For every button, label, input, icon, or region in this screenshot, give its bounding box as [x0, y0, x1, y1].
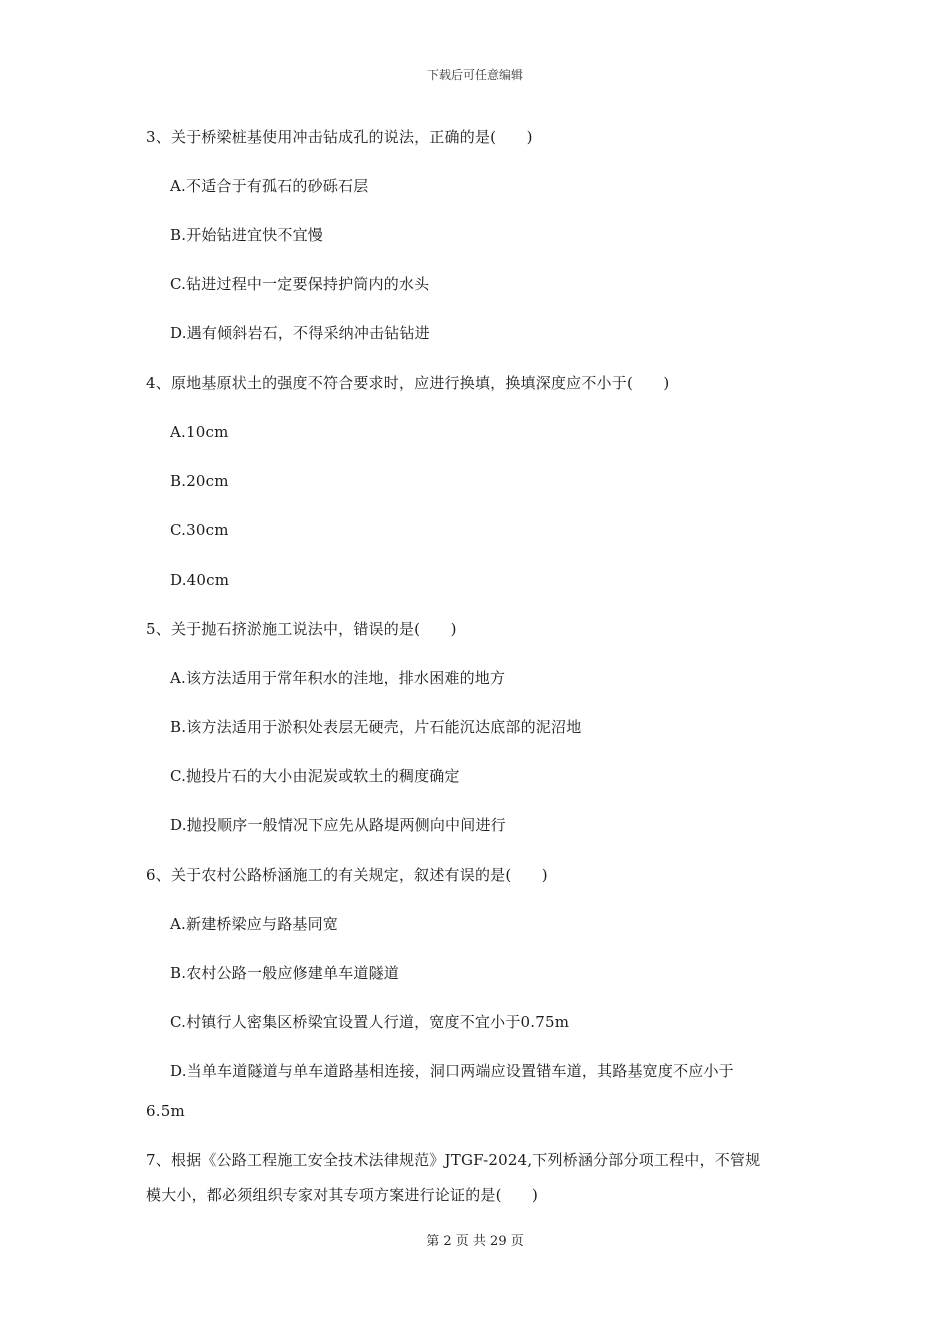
question-4-option-b: B.20cm	[170, 472, 229, 490]
question-3-option-a: A.不适合于有孤石的砂砾石层	[170, 177, 369, 195]
question-6-option-b: B.农村公路一般应修建单车道隧道	[170, 964, 399, 982]
question-5-stem: 5、关于抛石挤淤施工说法中，错误的是( )	[146, 620, 457, 638]
question-3-option-c: C.钻进过程中一定要保持护筒内的水头	[170, 275, 430, 293]
question-3-option-d: D.遇有倾斜岩石，不得采纳冲击钻钻进	[170, 324, 430, 342]
question-6-option-d: D.当单车道隧道与单车道路基相连接，洞口两端应设置错车道，其路基宽度不应小于	[170, 1062, 734, 1080]
question-7-stem-line-2: 模大小，都必须组织专家对其专项方案进行论证的是( )	[146, 1186, 539, 1204]
question-5-option-c: C.抛投片石的大小由泥炭或软土的稠度确定	[170, 767, 460, 785]
question-5-option-a: A.该方法适用于常年积水的洼地，排水困难的地方	[170, 669, 506, 687]
question-6-option-d-continuation: 6.5m	[146, 1102, 185, 1120]
question-4-stem: 4、原地基原状土的强度不符合要求时，应进行换填，换填深度应不小于( )	[146, 374, 670, 392]
question-6-stem: 6、关于农村公路桥涵施工的有关规定，叙述有误的是( )	[146, 866, 548, 884]
question-5-option-d: D.抛投顺序一般情况下应先从路堤两侧向中间进行	[170, 816, 506, 834]
question-5-option-b: B.该方法适用于淤积处表层无硬壳，片石能沉达底部的泥沼地	[170, 718, 582, 736]
question-3-stem: 3、关于桥梁桩基使用冲击钻成孔的说法，正确的是( )	[146, 128, 533, 146]
question-7-stem-line-1: 7、根据《公路工程施工安全技术法律规范》JTGF-2024,下列桥涵分部分项工程中，不管规	[146, 1151, 761, 1169]
question-6-option-c: C.村镇行人密集区桥梁宜设置人行道，宽度不宜小于0.75m	[170, 1013, 570, 1031]
question-4-option-d: D.40cm	[170, 571, 230, 589]
question-4-option-c: C.30cm	[170, 521, 229, 539]
question-4-option-a: A.10cm	[170, 423, 229, 441]
page-header: 下载后可任意编辑	[426, 68, 523, 82]
page-footer: 第 2 页 共 29 页	[426, 1234, 524, 1249]
question-3-option-b: B.开始钻进宜快不宜慢	[170, 226, 323, 244]
question-6-option-a: A.新建桥梁应与路基同宽	[170, 915, 339, 933]
